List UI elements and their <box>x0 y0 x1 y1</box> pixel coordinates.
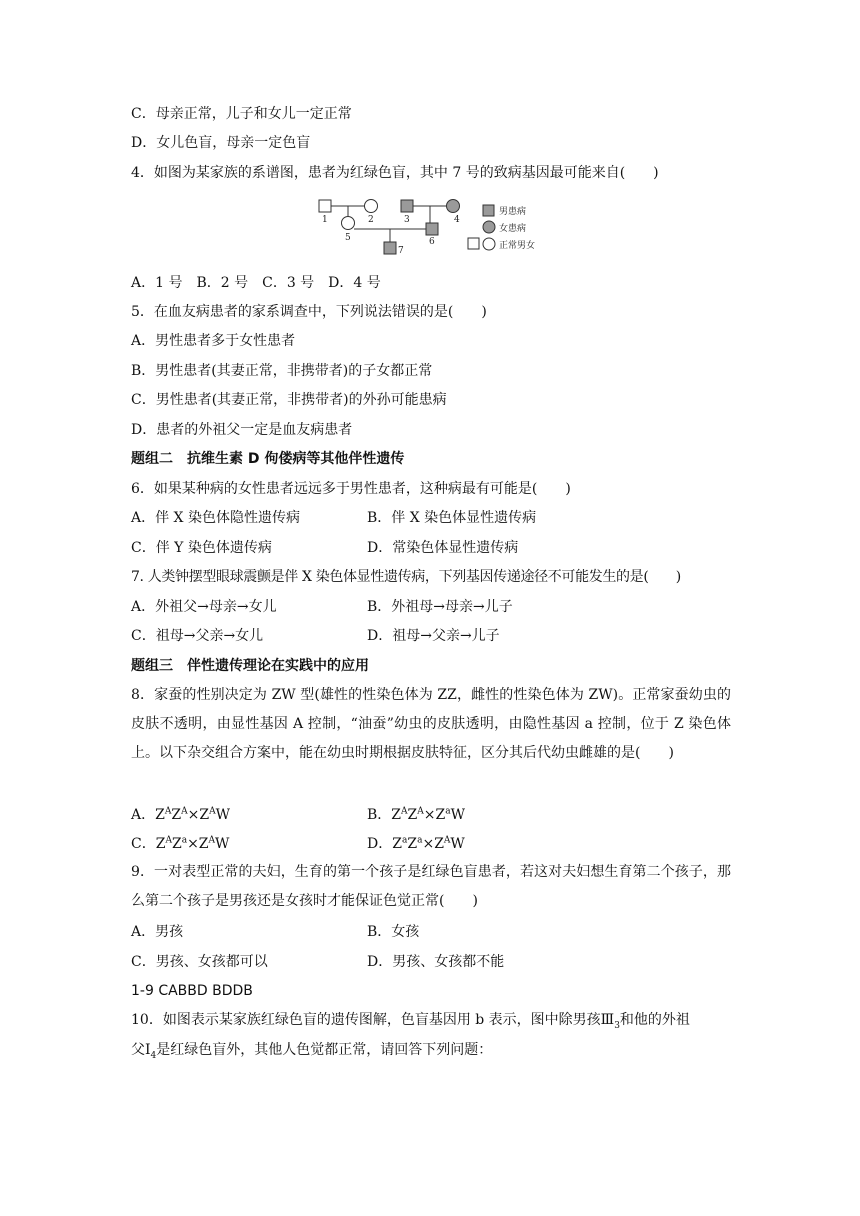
q3-option-d: D．女儿色盲，母亲一定色盲 <box>131 135 311 151</box>
q4-stem: 4．如图为某家族的系谱图，患者为红绿色盲，其中 7 号的致病基因最可能来自( ) <box>131 165 659 181</box>
q6-stem: 6．如果某种病的女性患者远远多于男性患者，这种病最有可能是( ) <box>131 481 571 497</box>
legend-affected-female-symbol <box>483 221 495 233</box>
q9-stem: 9．一对表型正常的夫妇，生育的第一个孩子是红绿色盲患者，若这对夫妇想生育第二个孩子，那么第二个孩子是男孩还是女孩时才能保证色觉正常( ) <box>131 864 731 909</box>
q8-option-c: C．$Z^AZ^a\times Z^AW$ <box>131 835 230 852</box>
q6-option-b: B．伴 X 染色体显性遗传病 <box>367 510 537 526</box>
label-4: 4 <box>454 215 460 225</box>
label-5: 5 <box>345 233 351 243</box>
q9-option-c: C．男孩、女孩都可以 <box>131 954 268 970</box>
q9-option-b: B．女孩 <box>367 924 420 940</box>
q5-option-c: C．男性患者(其妻正常，非携带者)的外孙可能患病 <box>131 392 447 408</box>
individual-1-normal-male <box>319 200 331 212</box>
q3-option-c: C．母亲正常，儿子和女儿一定正常 <box>131 106 352 122</box>
legend-normal-male-symbol <box>468 238 479 249</box>
label-2: 2 <box>368 215 374 225</box>
q9-option-d: D．男孩、女孩都不能 <box>367 954 505 970</box>
q8-stem: 8．家蚕的性别决定为 ZW 型(雄性的性染色体为 ZZ，雌性的性染色体为 ZW)。正常家蚕幼虫的皮肤不透明，由显性基因 A 控制，“油蚕”幼虫的皮肤透明，由隐性基因 a 控制，位于 Z 染色体上。以下杂交组合方案中，能在幼虫时期根据皮肤特征，区分其后代幼虫雌雄的是( ) <box>131 687 731 761</box>
legend-affected-male-label: 男患病 <box>499 207 527 217</box>
q7-option-c: C．祖母→父亲→女儿 <box>131 628 264 644</box>
q6-option-c: C．伴 Y 染色体遗传病 <box>131 540 272 556</box>
label-7: 7 <box>398 246 404 256</box>
q4-options: A．1 号 B．2 号 C．3 号 D．4 号 <box>131 275 381 291</box>
legend-affected-female-label: 女患病 <box>499 224 527 234</box>
legend-affected-male-symbol <box>483 205 494 216</box>
q8-option-a: A．$Z^AZ^A\times Z^AW$ <box>131 806 230 823</box>
individual-7-affected-male <box>384 242 396 254</box>
q10-stem-line2: 父$Ⅰ_4$是红绿色盲外，其他人色觉都正常，请回答下列问题： <box>131 1042 493 1061</box>
q6-option-d: D．常染色体显性遗传病 <box>367 540 519 556</box>
q5-stem: 5．在血友病患者的家系调查中，下列说法错误的是( ) <box>131 304 487 320</box>
q5-option-b: B．男性患者(其妻正常，非携带者)的子女都正常 <box>131 363 433 379</box>
pedigree-diagram <box>310 193 560 263</box>
label-1: 1 <box>322 215 328 225</box>
label-6: 6 <box>429 237 435 247</box>
q7-option-a: A．外祖父→母亲→女儿 <box>131 599 277 615</box>
label-3: 3 <box>404 215 410 225</box>
individual-2-normal-female <box>365 200 378 213</box>
q8-option-b: B．$Z^AZ^A\times Z^aW$ <box>367 806 465 823</box>
q7-option-d: D．祖母→父亲→儿子 <box>367 628 500 644</box>
q5-option-a: A．男性患者多于女性患者 <box>131 333 296 349</box>
individual-3-affected-male <box>401 200 413 212</box>
group-3-heading: 题组三 伴性遗传理论在实践中的应用 <box>131 658 369 674</box>
q8-option-d: D．$Z^aZ^a\times Z^AW$ <box>367 835 465 852</box>
legend-normal-label: 正常男女 <box>499 241 536 251</box>
q9-option-a: A．男孩 <box>131 924 184 940</box>
q7-option-b: B．外祖母→母亲→儿子 <box>367 599 513 615</box>
individual-4-affected-female <box>447 200 460 213</box>
individual-5-normal-female <box>342 217 355 230</box>
individual-6-affected-male <box>426 223 438 235</box>
q5-option-d: D．患者的外祖父一定是血友病患者 <box>131 422 353 438</box>
answer-key: 1-9 CABBD BDDB <box>131 983 253 999</box>
group-2-heading: 题组二 抗维生素 D 佝偻病等其他伴性遗传 <box>131 451 405 467</box>
legend-normal-female-symbol <box>483 238 495 250</box>
q7-stem: 7. 人类钟摆型眼球震颤是伴 X 染色体显性遗传病，下列基因传递途径不可能发生的是( ) <box>131 569 681 585</box>
q10-stem-line1: 10．如图表示某家族红绿色盲的遗传图解，色盲基因用 b 表示，图中除男孩$Ⅲ_3$和他的外祖 <box>131 1012 690 1031</box>
q6-option-a: A．伴 X 染色体隐性遗传病 <box>131 510 300 526</box>
